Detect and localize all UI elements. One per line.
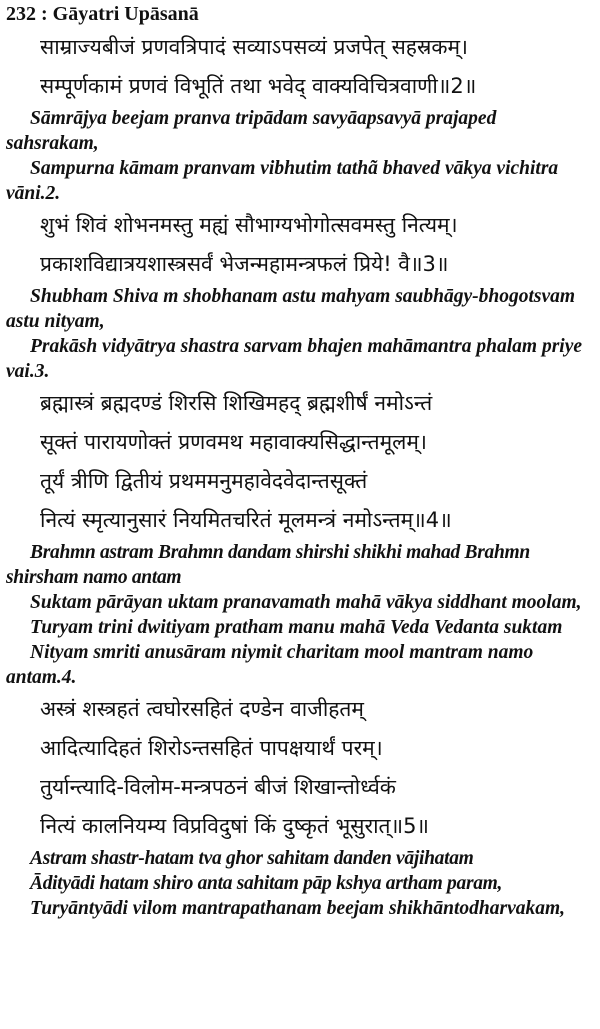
sanskrit-line: तुर्यान्त्यादि-विलोम-मन्त्रपठनं बीजं शिखान्तोर्ध्वकं <box>40 775 396 799</box>
transliteration-line: Sampurna kāmam pranvam vibhutim tathã bhaved vākya vichitra vāni.2. <box>6 158 559 204</box>
verse-5-transliteration <box>6 846 594 921</box>
transliteration-line: Astram shastr-hatam tva ghor sahitam danden vājihatam <box>30 848 474 869</box>
verse-3-sanskrit <box>6 206 594 284</box>
transliteration-line: Nityam smriti anusāram niymit charitam mool mantram namo antam.4. <box>6 642 534 688</box>
transliteration-line: Turyam trini dwitiyam pratham manu mahā Veda Vedanta suktam <box>30 617 563 638</box>
sanskrit-line: साम्राज्यबीजं प्रणवत्रिपादं सव्याऽपसव्यं प्रजपेत् सहस्रकम्। <box>40 35 469 59</box>
verse-4-transliteration <box>6 540 594 690</box>
running-header: 232 : Gāyatri Upāsanā <box>6 3 199 25</box>
transliteration-line: Prakāsh vidyātrya shastra sarvam bhajen mahāmantra phalam priye vai.3. <box>6 336 583 382</box>
sanskrit-line: नित्यं कालनियम्य विप्रविदुषां किं दुष्कृतं भूसुरात्॥5॥ <box>40 814 430 838</box>
transliteration-line: Sāmrājya beejam pranva tripādam savyāapsavyā prajaped sahsrakam, <box>6 108 497 154</box>
verse-2-transliteration <box>6 106 594 206</box>
verse-3-transliteration <box>6 284 594 384</box>
transliteration-line: Shubham Shiva m shobhanam astu mahyam saubhāgy-bhogotsvam astu nityam, <box>6 286 576 332</box>
sanskrit-line: तूर्यं त्रीणि द्वितीयं प्रथममनुमहावेदवेदान्तसूक्तं <box>40 469 368 493</box>
verse-5-sanskrit <box>6 690 594 846</box>
sanskrit-line: सूक्तं पारायणोक्तं प्रणवमथ महावाक्यसिद्धान्तमूलम्। <box>40 430 427 454</box>
sanskrit-line: प्रकाशविद्यात्रयशास्त्रसर्वं भेजन्महामन्त्रफलं प्रिये! वै॥3॥ <box>40 252 449 276</box>
sanskrit-line: नित्यं स्मृत्यानुसारं नियमितचरितं मूलमन्त्रं नमोऽन्तम्॥4॥ <box>40 508 452 532</box>
sanskrit-line: शुभं शिवं शोभनमस्तु मह्यं सौभाग्यभोगोत्सवमस्तु नित्यम्। <box>40 213 458 237</box>
transliteration-line: Turyāntyādi vilom mantrapathanam beejam shikhāntodharvakam, <box>30 898 566 919</box>
sanskrit-line: आदित्यादिहतं शिरोऽन्तसहितं पापक्षयार्थं परम्। <box>40 736 383 760</box>
sanskrit-line: सम्पूर्णकामं प्रणवं विभूतिं तथा भवेद् वाक्यविचित्रवाणी॥2॥ <box>40 74 477 98</box>
transliteration-line: Suktam pārāyan uktam pranavamath mahā vākya siddhant moolam, <box>30 592 582 613</box>
transliteration-line: Ādityādi hatam shiro anta sahitam pāp kshya artham param, <box>30 873 503 894</box>
transliteration-line: Brahmn astram Brahmn dandam shirshi shikhi mahad Brahmn shirsham namo antam <box>6 542 530 588</box>
sanskrit-line: अस्त्रं शस्त्रहतं त्वघोरसहितं दण्डेन वाजीहतम् <box>40 697 364 721</box>
sanskrit-line: ब्रह्मास्त्रं ब्रह्मदण्डं शिरसि शिखिमहद् ब्रह्मशीर्षं नमोऽन्तं <box>40 391 433 415</box>
verse-4-sanskrit <box>6 384 594 540</box>
verse-2-sanskrit <box>6 28 594 106</box>
